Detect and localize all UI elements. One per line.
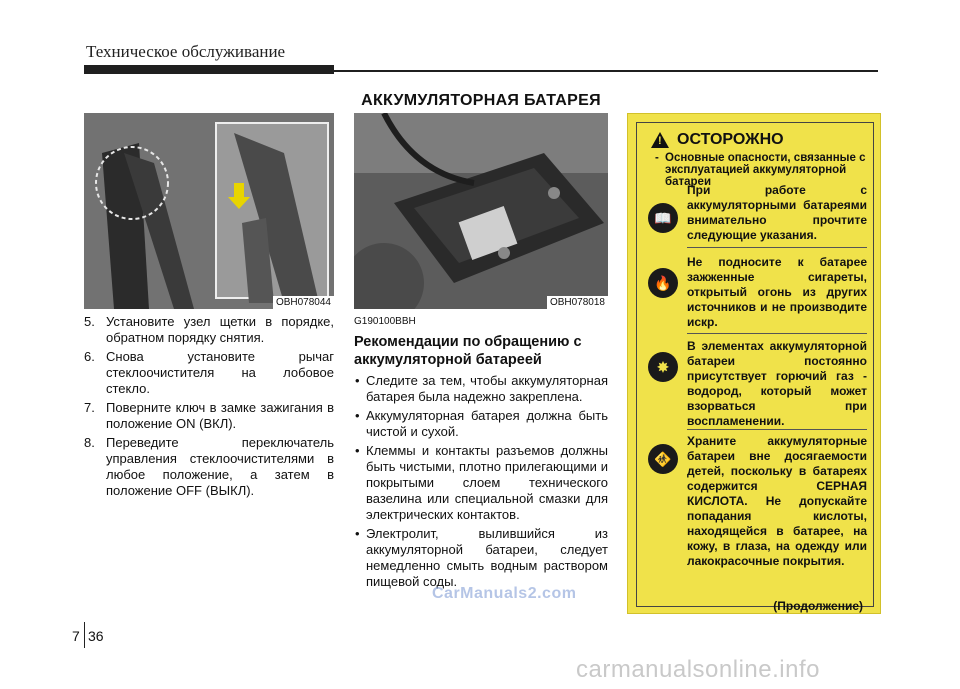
warning-item-text: При работе с аккумуляторными батареями внимательно прочтите следующие указания.	[687, 183, 867, 242]
warning-box	[627, 113, 881, 614]
warning-divider	[687, 333, 867, 334]
photo-code-left: OBH078044	[273, 296, 334, 309]
chapter-number: 7	[72, 628, 80, 644]
step-number: 5.	[84, 314, 95, 329]
warning-frame	[636, 122, 874, 613]
warning-item-text: Не подносите к батарее зажженные сигареты, открытый огонь из других источников и не производите искр.	[687, 255, 867, 329]
watermark: CarManuals2.com	[432, 585, 577, 602]
step-item	[84, 400, 334, 432]
step-number: 8.	[84, 435, 95, 450]
step-number: 6.	[84, 349, 95, 364]
photo-code-mid: OBH078018	[547, 296, 608, 309]
step-text: Снова установите рычаг стеклоочистителя на лобовое стекло.	[106, 349, 334, 396]
site-watermark: carmanualsonline.info	[576, 656, 820, 683]
bullet-item: • Аккумуляторная батарея должна быть чистой и сухой.	[354, 408, 608, 440]
section-title: АККУМУЛЯТОРНАЯ БАТАРЕЯ	[361, 92, 601, 109]
battery-photo	[354, 113, 608, 309]
subtitle-dash: -	[655, 152, 659, 164]
header-rule	[334, 70, 878, 72]
warning-triangle-icon	[651, 132, 669, 148]
warning-divider	[687, 247, 867, 248]
bullet-item: • Электролит, вылившийся из аккумуляторной батареи, следует немедленно смыть водным раствором пищевой соды.	[354, 526, 608, 590]
step-item	[84, 349, 334, 397]
warning-divider	[687, 429, 867, 430]
page-number: 36	[88, 628, 104, 644]
step-item	[84, 314, 334, 346]
bullet-item: • Клеммы и контакты разъемов должны быть чистыми, плотно прилегающими и покрытыми слоем технического вазелина или специальной смазки для электрических контактов.	[354, 443, 608, 523]
wiper-photo	[84, 113, 334, 309]
subtitle-text: Основные опасности, связанные с эксплуатацией аккумуляторной батареи	[665, 152, 866, 188]
step-text: Установите узел щетки в порядке, обратном порядку снятия.	[106, 314, 334, 345]
bullet-item: • Следите за тем, чтобы аккумуляторная батарея была надежно закреплена.	[354, 373, 608, 405]
warning-item-text: Храните аккумуляторные батареи вне досягаемости детей, поскольку в батареях содержится СЕРНАЯ КИСЛОТА. Не допускайте попадания кислоты, находящейся в батарее, на кожу, в глаза, на одежду или лакокрасочные покрытия.	[687, 434, 867, 568]
battery-care-section	[354, 314, 608, 593]
section-code: G190100BBH	[354, 316, 416, 327]
no-fire-icon: 🔥	[648, 268, 678, 298]
step-text: Переведите переключатель управления стеклоочистителями в любое положение, а затем в положение OFF (ВЫКЛ).	[106, 435, 334, 498]
step-text: Поверните ключ в замке зажигания в положение ON (ВКЛ).	[106, 400, 334, 431]
continued-label: (Продолжение)	[773, 599, 863, 613]
wiper-illustration	[84, 113, 334, 309]
step-number: 7.	[84, 400, 95, 415]
header-bar	[84, 65, 334, 74]
steps-list	[84, 314, 334, 502]
explosion-icon: ✸	[648, 352, 678, 382]
running-header: Техническое обслуживание	[86, 42, 286, 61]
warning-title: ОСТОРОЖНО	[677, 131, 784, 148]
subsection-heading: Рекомендации по обращению с аккумуляторной батареей	[354, 334, 582, 368]
step-item	[84, 435, 334, 499]
battery-illustration	[354, 113, 608, 309]
manual-icon: 📖	[648, 203, 678, 233]
warning-item-text: В элементах аккумуляторной батареи постоянно присутствует горючий газ - водород, который может взорваться при воспламенении.	[687, 339, 867, 428]
page-number-divider	[84, 622, 85, 648]
keep-from-children-icon: 🚸	[648, 444, 678, 474]
